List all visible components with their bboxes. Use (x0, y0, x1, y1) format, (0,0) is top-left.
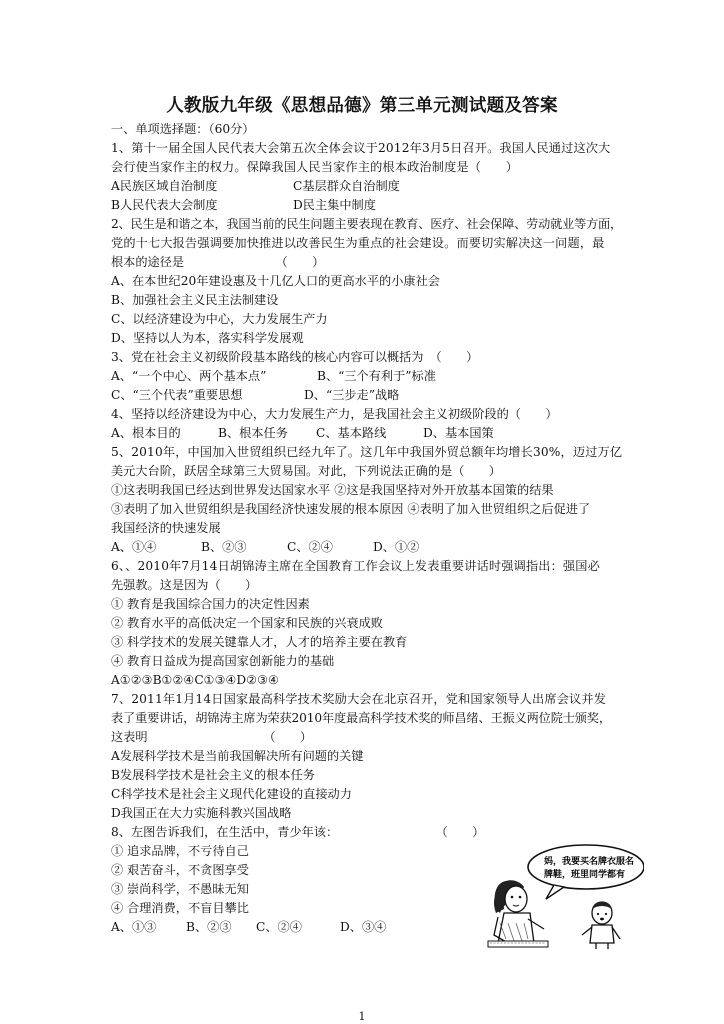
q6-statement-1: ① 教育是我国综合国力的决定性因素 (111, 597, 310, 611)
q5-stem-line1: 5、2010年，中国加入世贸组织已经九年了。这几年中我国外贸总额年均增长30%，迈过万亿 (111, 445, 623, 459)
q6-statement-4: ④ 教育日益成为提高国家创新能力的基础 (111, 654, 335, 668)
q8-statement-4: ④ 合理消费，不盲目攀比 (111, 901, 249, 915)
q7-stem-line2: 表了重要讲话，胡锦涛主席为荣获2010年度最高科学技术奖的师昌绪、王振义两位院士颁奖， (111, 711, 611, 725)
q8-statement-2: ② 艰苦奋斗，不贪图享受 (111, 863, 249, 877)
q4-stem: 4、坚持以经济建设为中心，大力发展生产力，是我国社会主义初级阶段的（ ） (111, 407, 558, 421)
q3-stem: 3、党在社会主义初级阶段基本路线的核心内容可以概括为 （ ） (111, 350, 479, 364)
q3-option-d: D、“三步走”战略 (304, 388, 400, 402)
q8-option-c: C、②④ (256, 920, 302, 934)
page-title: 人教版九年级《思想品德》第三单元测试题及答案 (166, 96, 558, 116)
q4-option-b: B、根本任务 (218, 426, 288, 440)
q5-stem-line2: 美元大台阶，跃居全球第三大贸易国。对此，下列说法正确的是（ ） (111, 464, 501, 478)
q1-option-d: D民主集中制度 (293, 198, 376, 212)
q4-option-d: D、基本国策 (423, 426, 494, 440)
q4-option-a: A、根本目的 (111, 426, 181, 440)
q5-option-c: C、②④ (287, 540, 333, 554)
q3-option-c: C、“三个代表”重要思想 (111, 388, 243, 402)
q7-stem-line1: 7、2011年1月14日国家最高科学技术奖励大会在北京召开，党和国家领导人出席会议并发 (111, 692, 607, 706)
q5-option-d: D、①② (373, 540, 420, 554)
q5-option-b: B、②③ (201, 540, 247, 554)
q6-options: A①②③B①②④C①③④D②③④ (111, 673, 279, 687)
q1-stem-line1: 1、第十一届全国人民代表大会第五次全体会议于2012年3月5日召开。我国人民通过这次大 (111, 141, 611, 155)
q5-statement-3: 我国经济的快速发展 (111, 521, 221, 535)
q2-option-c: C、以经济建设为中心，大力发展生产力 (111, 312, 328, 326)
cartoon-illustration (484, 843, 644, 949)
speech-bubble (528, 845, 644, 899)
q1-option-c: C基层群众自治制度 (293, 179, 400, 193)
page-number: 1 (358, 1010, 366, 1023)
q7-option-d: D我国正在大力实施科教兴国战略 (111, 806, 292, 820)
q2-stem-line2: 党的十七大报告强调要加快推进以改善民生为重点的社会建设。而要切实解决这一问题，最 (111, 236, 605, 250)
q6-statement-2: ② 教育水平的高低决定一个国家和民族的兴衰成败 (111, 616, 383, 630)
q8-statement-1: ① 追求品牌，不亏待自己 (111, 844, 249, 858)
q8-option-a: A、①③ (111, 920, 157, 934)
q2-stem-line3: 根本的途径是 （ ） (111, 255, 325, 269)
q5-statement-1: ①这表明我国已经达到世界发达国家水平 ②这是我国坚持对外开放基本国策的结果 (111, 483, 554, 497)
q3-option-a: A、“一个中心、两个基本点” (111, 369, 267, 383)
q2-option-d: D、坚持以人为本，落实科学发展观 (111, 331, 304, 345)
q8-option-b: B、②③ (186, 920, 232, 934)
q2-option-b: B、加强社会主义民主法制建设 (111, 293, 279, 307)
q8-option-d: D、③④ (340, 920, 387, 934)
q3-option-b: B、“三个有利于”标准 (317, 369, 436, 383)
q6-statement-3: ③ 科学技术的发展关键靠人才，人才的培养主要在教育 (111, 635, 408, 649)
bubble-text-line2: 牌鞋，班里同学都有 (544, 870, 626, 880)
q8-statement-3: ③ 崇尚科学，不愚昧无知 (111, 882, 249, 896)
q5-option-a: A、①④ (111, 540, 157, 554)
q8-stem: 8、左图告诉我们，在生活中，青少年该： （ ） (111, 825, 485, 839)
q7-option-c: C科学技术是社会主义现代化建设的直接动力 (111, 787, 352, 801)
q2-stem-line1: 2、民生是和谐之本，我国当前的民生问题主要表现在教育、医疗、社会保障、劳动就业等方面， (111, 217, 623, 231)
mother-figure-icon (488, 880, 548, 947)
q7-option-b: B发展科学技术是社会主义的根本任务 (111, 768, 315, 782)
q7-option-a: A发展科学技术是当前我国解决所有问题的关键 (111, 749, 364, 763)
q5-statement-2: ③表明了加入世贸组织是我国经济快速发展的根本原因 ④表明了加入世贸组织之后促进了 (111, 502, 591, 516)
q6-stem-line2: 先强教。这是因为（ ） (111, 578, 258, 592)
q1-option-b: B人民代表大会制度 (111, 198, 218, 212)
q1-option-a: A民族区域自治制度 (111, 179, 218, 193)
q6-stem-line1: 6、、2010年7月14日胡锦涛主席在全国教育工作会议上发表重要讲话时强调指出：强国必 (111, 559, 600, 573)
q2-option-a: A、在本世纪20年建设惠及十几亿人口的更高水平的小康社会 (111, 274, 440, 288)
child-figure-icon (582, 902, 620, 950)
bubble-text-line1: 妈，我要买名牌衣服名 (544, 857, 635, 867)
q7-stem-line3: 这表明 （ ） (111, 730, 313, 744)
section-heading: 一、单项选择题：（60分） (111, 122, 255, 136)
q4-option-c: C、基本路线 (316, 426, 387, 440)
q1-stem-line2: 会行使当家作主的权力。保障我国人民当家作主的根本政治制度是（ ） (111, 160, 519, 174)
